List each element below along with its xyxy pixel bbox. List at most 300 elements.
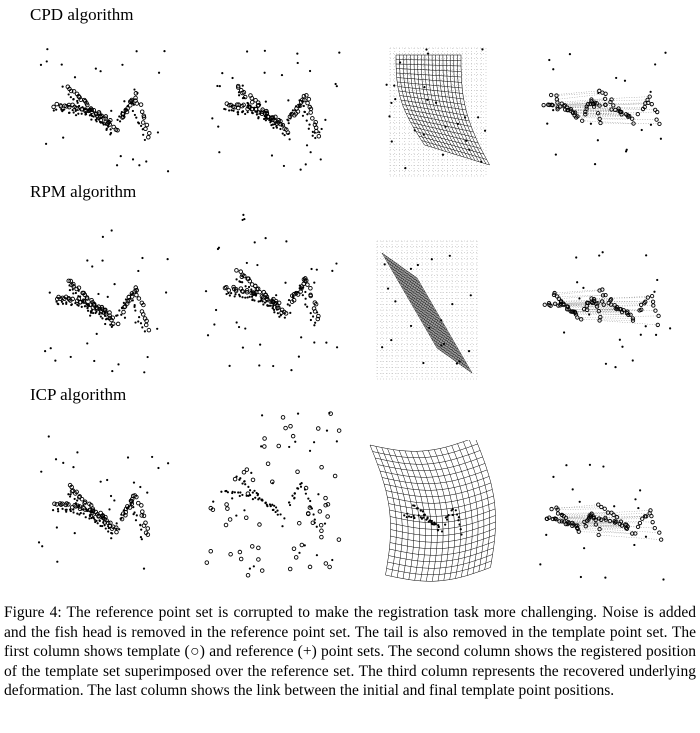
registered-point: [408, 515, 410, 517]
noise-point: [106, 479, 108, 481]
template-point: [238, 550, 242, 554]
rpm-deformation-grid: [372, 238, 482, 383]
noise-point: [641, 129, 643, 131]
reference-point: [131, 501, 133, 503]
noise-point: [582, 287, 584, 289]
deformation-grid-line: [432, 339, 467, 364]
reference-point: [235, 475, 237, 477]
reference-point: [253, 107, 255, 109]
final-point: [612, 513, 615, 516]
noise-point: [113, 283, 115, 285]
registered-point: [458, 516, 460, 518]
reference-point: [279, 128, 281, 130]
registered-point: [441, 530, 443, 532]
deformation-grid-line: [390, 267, 425, 292]
link-line: [600, 320, 658, 324]
template-point: [147, 328, 151, 332]
noise-point: [272, 482, 274, 484]
reference-point: [98, 118, 100, 120]
template-point: [291, 434, 295, 438]
noise-point: [336, 440, 338, 442]
noise-point: [127, 456, 129, 458]
reference-point: [291, 495, 293, 497]
reference-point: [309, 500, 311, 502]
reference-point: [68, 284, 70, 286]
noise-point: [261, 414, 263, 416]
reference-point: [237, 111, 239, 113]
reference-point: [69, 493, 71, 495]
reference-point: [277, 514, 279, 516]
noise-point: [384, 263, 386, 265]
reference-point: [98, 519, 100, 521]
noise-point: [484, 130, 486, 132]
template-point: [257, 546, 261, 550]
initial-point: [576, 316, 579, 319]
rpm-panel-2-svg: [198, 205, 348, 380]
noise-point: [237, 113, 239, 115]
reference-point: [282, 132, 284, 134]
template-point: [137, 297, 141, 301]
reference-point: [144, 330, 146, 332]
row-title-icp: ICP algorithm: [30, 385, 127, 404]
reference-point: [101, 525, 103, 527]
template-point: [324, 562, 328, 566]
noise-point: [425, 48, 427, 50]
noise-point: [46, 48, 48, 50]
reference-point: [61, 508, 63, 510]
reference-point: [118, 115, 120, 117]
reference-point: [85, 302, 87, 304]
registered-point: [457, 519, 459, 521]
noise-point: [147, 356, 149, 358]
reference-point: [128, 505, 130, 507]
link-line: [600, 529, 660, 533]
noise-point: [440, 344, 442, 346]
noise-point: [110, 110, 112, 112]
noise-point: [54, 360, 56, 362]
template-point: [294, 556, 298, 560]
template-point: [266, 462, 270, 466]
registered-point: [428, 520, 430, 522]
noise-point: [465, 140, 467, 142]
reference-point: [87, 310, 89, 312]
final-point: [636, 112, 639, 115]
noise-point: [328, 412, 330, 414]
noise-point: [259, 344, 261, 346]
reference-point: [105, 129, 107, 131]
deformation-grid-line: [401, 286, 436, 311]
reference-point: [288, 501, 290, 503]
noise-point: [316, 554, 318, 556]
noise-point: [74, 532, 76, 534]
noise-point: [594, 163, 596, 165]
noise-point: [46, 60, 48, 62]
template-point: [324, 496, 328, 500]
reference-point: [252, 112, 254, 114]
template-point: [141, 510, 145, 514]
reference-point: [118, 309, 120, 311]
noise-point: [393, 85, 395, 87]
registered-point: [403, 514, 405, 516]
noise-point: [219, 85, 221, 87]
reference-point: [265, 119, 267, 121]
link-line: [582, 121, 633, 124]
reference-point: [74, 302, 76, 304]
noise-point: [386, 84, 388, 86]
reference-point: [70, 96, 72, 98]
noise-point: [97, 293, 99, 295]
reference-point: [308, 128, 310, 130]
noise-point: [49, 292, 51, 294]
noise-point: [158, 72, 160, 74]
registered-point: [424, 514, 426, 516]
reference-point: [135, 117, 137, 119]
reference-point: [72, 109, 74, 111]
noise-point: [381, 346, 383, 348]
noise-point: [575, 256, 577, 258]
reference-point: [247, 105, 249, 107]
reference-point: [68, 93, 70, 95]
reference-point: [85, 516, 87, 518]
link-line: [558, 509, 605, 510]
template-point: [296, 470, 300, 474]
deformation-grid-line: [399, 282, 434, 307]
reference-point: [96, 118, 98, 120]
reference-point: [63, 108, 65, 110]
reference-point: [234, 295, 236, 297]
deformation-grid-line: [415, 310, 450, 335]
noise-point: [246, 262, 248, 264]
reference-point: [303, 105, 305, 107]
noise-point: [640, 334, 642, 336]
noise-point: [86, 259, 88, 261]
noise-point: [231, 497, 233, 499]
reference-point: [111, 326, 113, 328]
noise-point: [216, 85, 218, 87]
reference-point: [116, 522, 118, 524]
reference-point: [243, 97, 245, 99]
deformation-grid-line: [437, 348, 472, 373]
noise-point: [243, 509, 245, 511]
noise-point: [165, 291, 167, 293]
reference-point: [230, 292, 232, 294]
noise-point: [132, 158, 134, 160]
noise-point: [435, 102, 437, 104]
noise-point: [588, 313, 590, 315]
reference-point: [76, 513, 78, 515]
row-title-cpd: CPD algorithm: [30, 5, 134, 24]
noise-point: [133, 88, 135, 90]
reference-point: [275, 511, 277, 513]
reference-point: [70, 304, 72, 306]
noise-point: [602, 251, 604, 253]
noise-point: [110, 495, 112, 497]
deformation-grid-line: [388, 263, 423, 288]
reference-point: [241, 281, 243, 283]
template-point: [140, 504, 144, 508]
reference-point: [260, 499, 262, 501]
reference-point: [55, 301, 57, 303]
noise-point: [309, 450, 311, 452]
reference-point: [251, 296, 253, 298]
noise-point: [572, 488, 574, 490]
reference-point: [250, 288, 252, 290]
reference-point: [110, 128, 112, 130]
noise-point: [335, 83, 337, 85]
template-point: [300, 543, 304, 547]
reference-point: [92, 115, 94, 117]
noise-point: [650, 124, 652, 126]
noise-point: [95, 67, 97, 69]
reference-point: [85, 113, 87, 115]
noise-point: [228, 365, 230, 367]
noise-point: [442, 154, 444, 156]
link-line: [581, 319, 633, 320]
reference-point: [108, 527, 110, 529]
template-point: [316, 427, 320, 431]
reference-point: [81, 508, 83, 510]
link-line: [557, 93, 603, 96]
link-line: [568, 307, 617, 309]
reference-point: [70, 510, 72, 512]
registered-point: [422, 510, 424, 512]
registered-point: [433, 523, 435, 525]
template-point: [319, 523, 323, 527]
rpm-link-plot: [530, 238, 680, 378]
deformation-grid-line: [400, 96, 465, 105]
reference-point: [289, 304, 291, 306]
noise-point: [205, 290, 207, 292]
reference-point: [306, 113, 308, 115]
reference-point: [81, 113, 83, 115]
reference-point: [141, 326, 143, 328]
noise-point: [555, 153, 557, 155]
reference-point: [105, 527, 107, 529]
noise-point: [404, 167, 406, 169]
reference-point: [278, 316, 280, 318]
registered-point: [455, 509, 457, 511]
reference-point: [111, 532, 113, 534]
reference-point: [123, 302, 125, 304]
deformation-grid-line: [469, 440, 490, 570]
noise-point: [143, 371, 145, 373]
noise-point: [316, 526, 318, 528]
reference-point: [305, 493, 307, 495]
noise-point: [264, 72, 266, 74]
template-point: [122, 310, 126, 314]
template-point: [309, 111, 313, 115]
deformation-grid-line: [407, 296, 442, 321]
noise-point: [552, 109, 554, 111]
noise-point: [242, 214, 244, 216]
noise-point: [231, 77, 233, 79]
reference-point: [133, 104, 135, 106]
noise-point: [423, 134, 425, 136]
reference-point: [78, 505, 80, 507]
template-point: [224, 523, 228, 527]
reference-point: [78, 105, 80, 107]
reference-point: [140, 536, 142, 538]
reference-point: [86, 307, 88, 309]
reference-point: [140, 322, 142, 324]
reference-point: [79, 296, 81, 298]
reference-point: [107, 525, 109, 527]
template-point: [257, 558, 261, 562]
noise-point: [133, 481, 135, 483]
reference-point: [287, 119, 289, 121]
final-point: [658, 531, 661, 534]
reference-point: [314, 137, 316, 139]
reference-point: [259, 300, 261, 302]
final-point: [659, 538, 662, 541]
icp-deformation-grid: [365, 440, 500, 588]
reference-point: [66, 509, 68, 511]
reference-point: [105, 318, 107, 320]
noise-point: [387, 287, 389, 289]
noise-point: [40, 64, 42, 66]
noise-point: [102, 236, 104, 238]
noise-point: [414, 129, 416, 131]
noise-point: [38, 541, 40, 543]
noise-point: [645, 536, 647, 538]
noise-point: [664, 52, 666, 54]
reference-point: [99, 312, 101, 314]
cpd-panel-4-svg: [530, 40, 680, 180]
noise-point: [298, 356, 300, 358]
template-point: [235, 269, 239, 273]
noise-point: [284, 282, 286, 284]
noise-point: [298, 552, 300, 554]
noise-point: [151, 456, 153, 458]
deformation-grid-line: [434, 343, 469, 368]
noise-point: [281, 525, 283, 527]
reference-point: [244, 113, 246, 115]
registered-point: [420, 509, 422, 511]
reference-point: [292, 109, 294, 111]
noise-point: [310, 268, 312, 270]
noise-point: [480, 161, 482, 163]
reference-point: [227, 292, 229, 294]
noise-point: [662, 578, 664, 580]
reference-point: [94, 309, 96, 311]
reference-point: [265, 502, 267, 504]
rpm-panel-1-svg: [28, 222, 178, 382]
noise-point: [111, 370, 113, 372]
reference-point: [248, 286, 250, 288]
reference-point: [272, 509, 274, 511]
noise-point: [246, 50, 248, 52]
registered-point: [406, 513, 408, 515]
template-point: [320, 529, 324, 533]
noise-point: [578, 297, 580, 299]
noise-point: [552, 476, 554, 478]
noise-point: [101, 259, 103, 261]
noise-point: [554, 519, 556, 521]
noise-point: [218, 151, 220, 153]
reference-point: [264, 115, 266, 117]
template-point: [307, 97, 311, 101]
noise-point: [456, 362, 458, 364]
reference-point: [292, 295, 294, 297]
reference-point: [225, 293, 227, 295]
template-point: [205, 561, 209, 565]
template-point: [333, 474, 337, 478]
reference-point: [304, 291, 306, 293]
noise-point: [212, 500, 214, 502]
reference-point: [84, 305, 86, 307]
noise-point: [598, 254, 600, 256]
noise-point: [645, 254, 647, 256]
reference-point: [120, 314, 122, 316]
noise-point: [440, 319, 442, 321]
template-point: [147, 131, 151, 135]
reference-point: [296, 487, 298, 489]
template-point: [116, 322, 120, 326]
noise-point: [443, 343, 445, 345]
reference-point: [314, 519, 316, 521]
reference-point: [305, 298, 307, 300]
reference-point: [276, 127, 278, 129]
noise-point: [313, 341, 315, 343]
reference-point: [260, 297, 262, 299]
noise-point: [145, 160, 147, 162]
template-point: [318, 510, 322, 514]
noise-point: [275, 294, 277, 296]
noise-point: [321, 128, 323, 130]
reference-point: [304, 488, 306, 490]
reference-point: [234, 491, 236, 493]
reference-point: [136, 514, 138, 516]
noise-point: [96, 333, 98, 335]
noise-point: [215, 309, 217, 311]
noise-point: [313, 324, 315, 326]
noise-point: [137, 270, 139, 272]
reference-point: [73, 111, 75, 113]
noise-point: [265, 237, 267, 239]
reference-point: [86, 510, 88, 512]
noise-point: [390, 102, 392, 104]
reference-point: [311, 507, 313, 509]
icp-panel-1-svg: [28, 428, 178, 590]
noise-point: [656, 279, 658, 281]
noise-point: [669, 327, 671, 329]
noise-point: [225, 490, 227, 492]
template-point: [260, 569, 264, 573]
noise-point: [335, 262, 337, 264]
reference-point: [61, 301, 63, 303]
registered-point: [448, 514, 450, 516]
reference-point: [247, 111, 249, 113]
reference-point: [57, 508, 59, 510]
noise-point: [254, 241, 256, 243]
template-point: [288, 567, 292, 571]
noise-point: [399, 61, 401, 63]
reference-point: [138, 316, 140, 318]
noise-point: [305, 163, 307, 165]
noise-point: [645, 325, 647, 327]
reference-point: [273, 505, 275, 507]
noise-point: [134, 321, 136, 323]
noise-point: [93, 360, 95, 362]
final-point: [650, 514, 653, 517]
reference-point: [294, 492, 296, 494]
deformation-grid-line: [403, 105, 468, 116]
final-point: [600, 505, 603, 508]
noise-point: [289, 138, 291, 140]
noise-point: [243, 480, 245, 482]
registered-point: [427, 517, 429, 519]
template-point: [337, 429, 341, 433]
